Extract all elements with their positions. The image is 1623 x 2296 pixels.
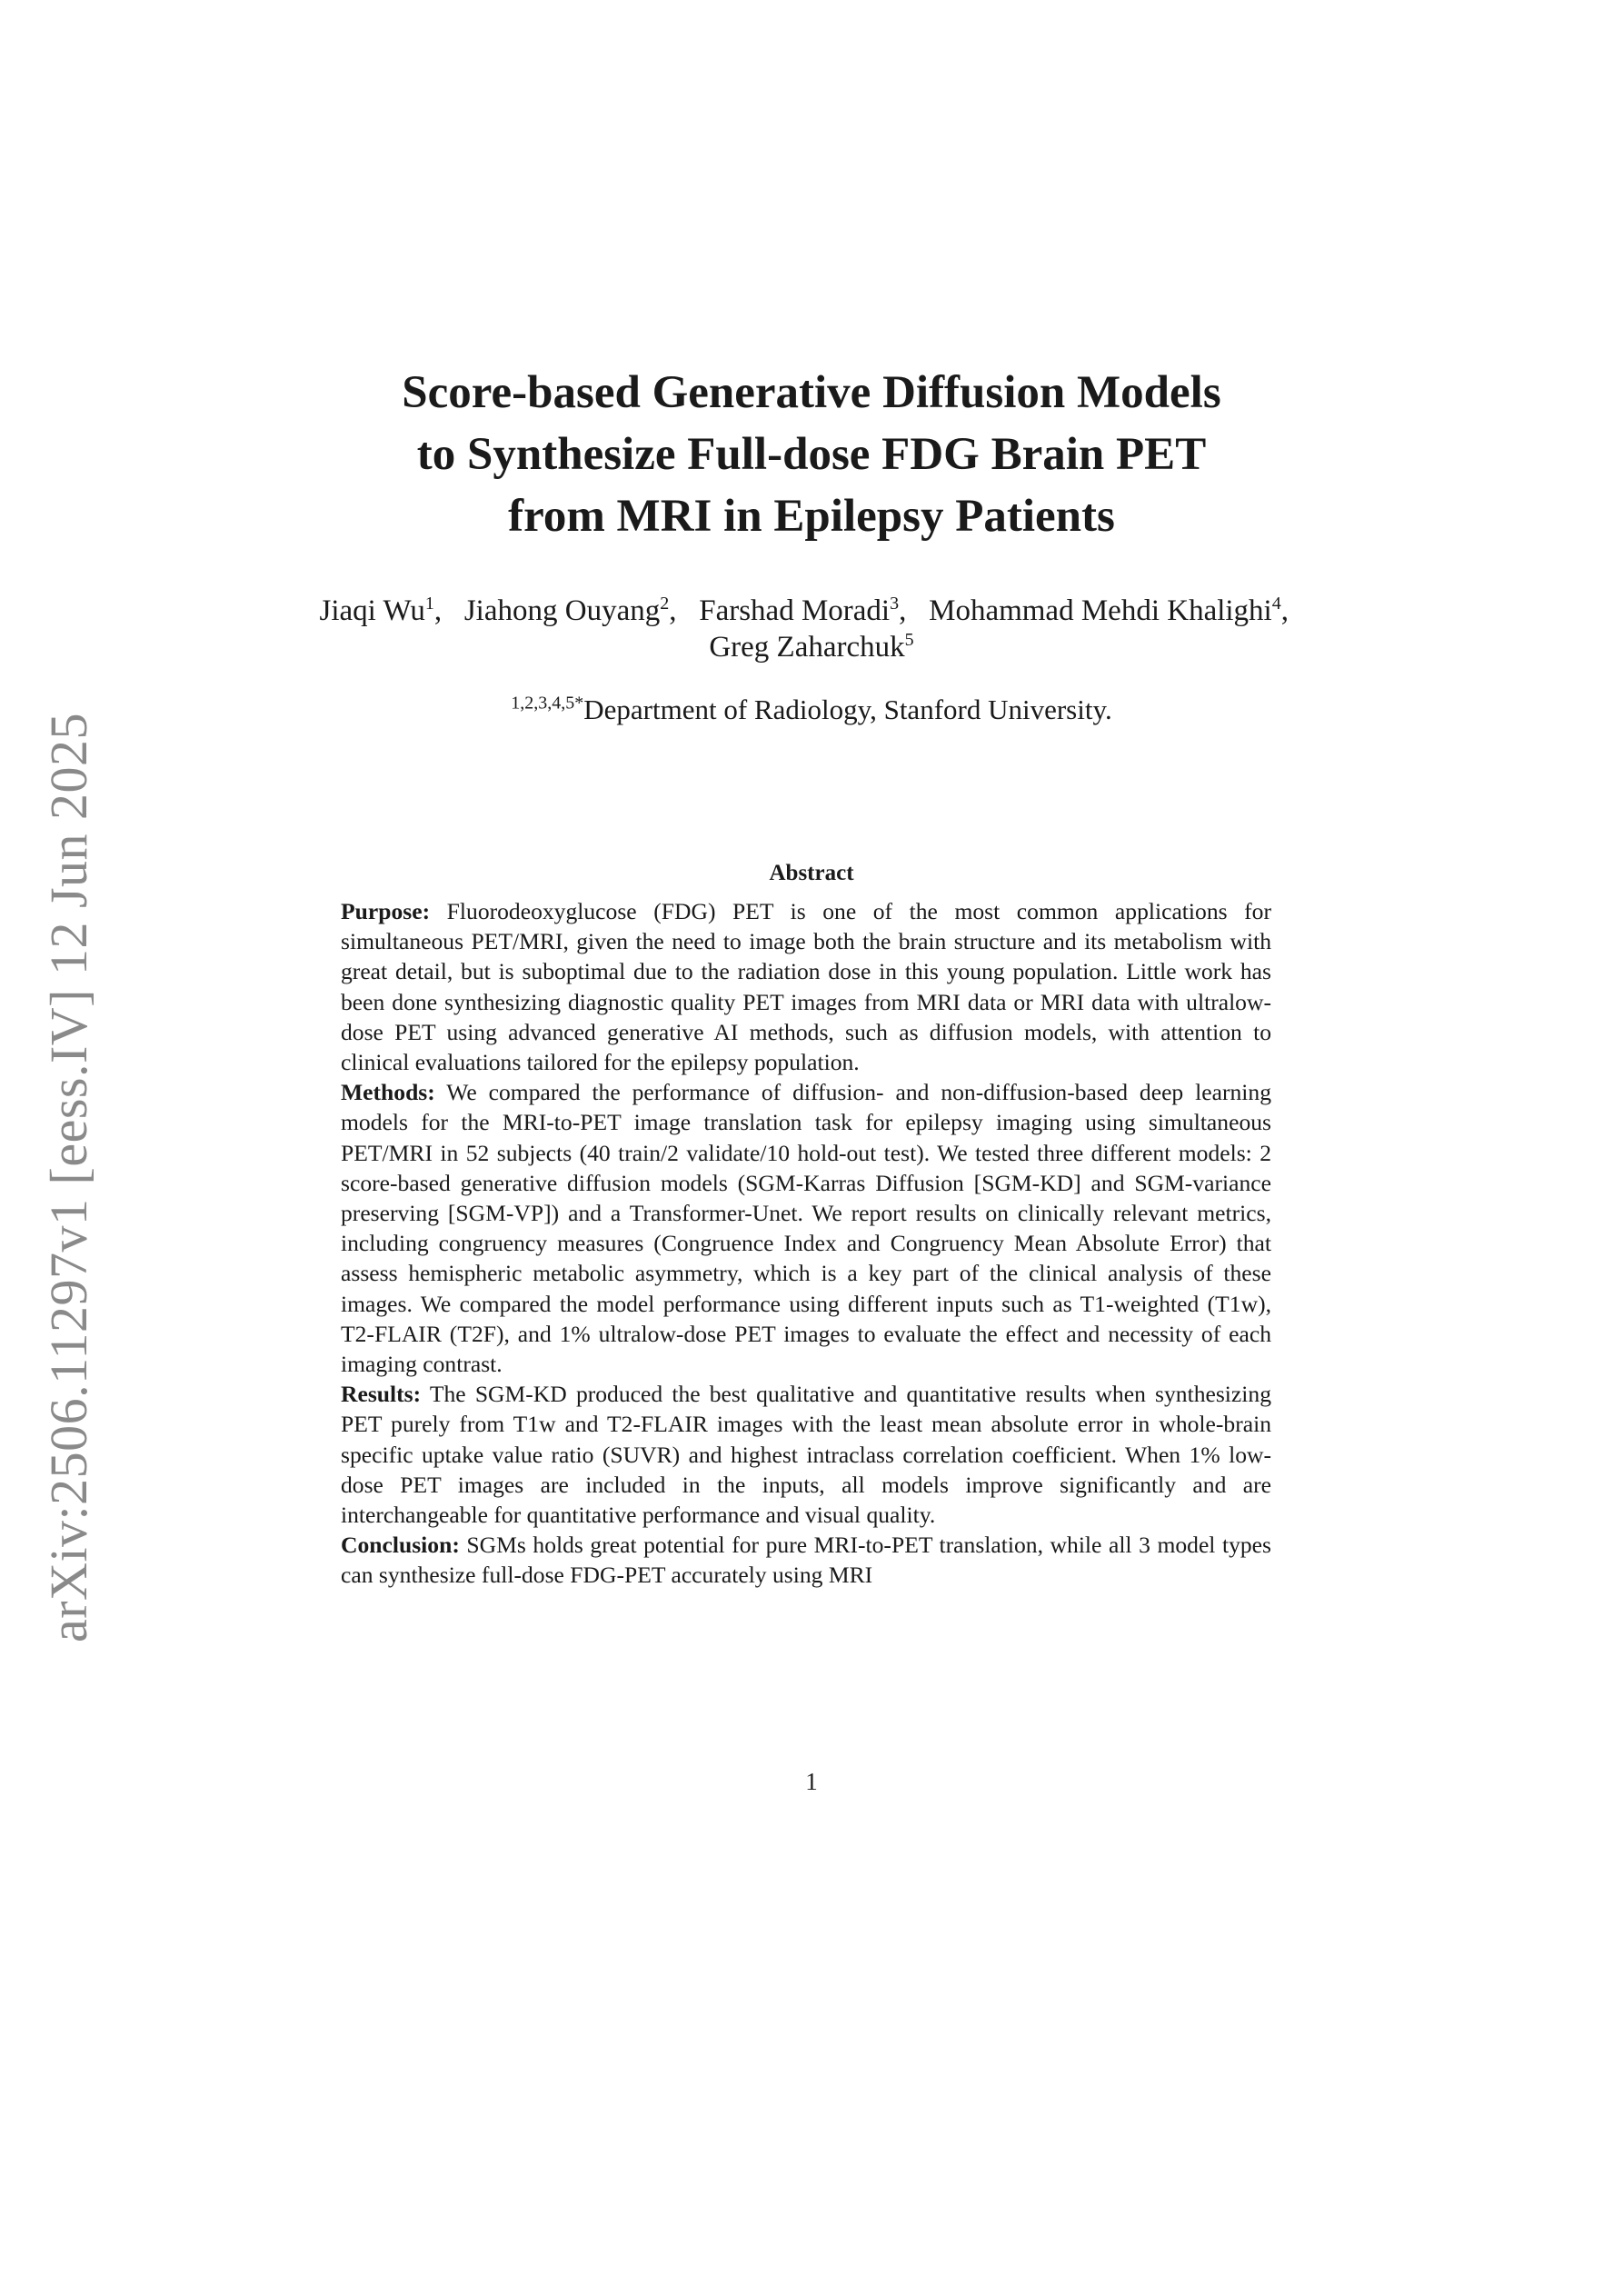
results-label: Results: — [341, 1381, 422, 1408]
author-3: Farshad Moradi$^3$ — [699, 594, 900, 627]
affiliation-markers: 1,2,3,4,5* — [511, 693, 584, 714]
methods-text: We compared the performance of diffusion- and non-diffusion-based deep learning models for the MRI-to-PET image translation task for epilepsy imaging using simultaneous PET/MRI in 52 subjects (40 train/2 validate/10 hold-out test). We tested three different models: 2 score-based generative diffusion models (SGM-Karras Diffusion [SGM-KD] and SGM-variance preserving [SGM-VP]) and a Transformer-Unet. We report results on clinically relevant metrics, including congruency measures (Congruence Index and Congruency Mean Absolute Error) that assess hemispheric metabolic asymmetry, which is a key part of the clinical analysis of these images. We compared the model performance using different inputs such as T1-weighted (T1w), T2-FLAIR (T2F), and 1% ultralow-dose PET images to evaluate the effect and necessity of each imaging contrast. — [341, 1079, 1271, 1378]
purpose-label: Purpose: — [341, 898, 431, 924]
purpose-text: Fluorodeoxyglucose (FDG) PET is one of the most common applications for simultaneous PET/MRI, given the need to image both the brain structure and its metabolism with great detail, but is suboptimal due to the radiation dose in this young population. Little work has been done synthesizing diagnostic quality PET images from MRI data or MRI data with ultralow-dose PET using advanced generative AI methods, such as diffusion models, with attention to clinical evaluations tailored for the epilepsy population. — [341, 898, 1271, 1076]
arxiv-side-stamp: arXiv:2506.11297v1 [eess.IV] 12 Jun 2025 — [39, 712, 98, 1642]
title-line-3: from MRI in Epilepsy Patients — [508, 491, 1115, 542]
title-line-2: to Synthesize Full-dose FDG Brain PET — [416, 429, 1207, 480]
abstract-body — [341, 896, 1271, 1591]
author-4: Mohammad Mehdi Khalighi$^4$ — [929, 594, 1281, 627]
page-number: 1 — [805, 1768, 818, 1795]
title-line-1: Score-based Generative Diffusion Models — [402, 367, 1221, 418]
methods-label: Methods: — [341, 1079, 435, 1106]
abstract-results — [341, 1379, 1271, 1530]
abstract-conclusion — [341, 1530, 1271, 1590]
abstract-purpose — [341, 896, 1271, 1077]
conclusion-text: SGMs holds great potential for pure MRI-to-PET translation, while all 3 model types can synthesize full-dose FDG-PET accurately using MRI — [341, 1532, 1271, 1589]
results-text: The SGM-KD produced the best qualitative and quantitative results when synthesizing PET purely from T1w and T2-FLAIR images with the least mean absolute error in whole-brain specific uptake value ratio (SUVR) and highest intraclass correlation coefficient. When 1% low-dose PET images are included in the inputs, all models improve significantly and are interchangeable for quantitative performance and visual quality. — [341, 1381, 1271, 1529]
abstract-heading: Abstract — [769, 861, 854, 885]
author-5: Greg Zaharchuk$^5$ — [709, 630, 914, 664]
conclusion-label: Conclusion: — [341, 1532, 460, 1559]
paper-title — [273, 362, 1350, 547]
author-1: Jiaqi Wu$^1$ — [319, 594, 434, 627]
affiliation-text: Department of Radiology, Stanford University. — [583, 694, 1112, 725]
affiliation — [300, 692, 1323, 728]
author-list: Jiaqi Wu$^1$, Jiahong Ouyang$^2$, Farshad Moradi$^3$, Mohammad Mehdi Khalighi$^4$, Greg Zaharchuk$^5$ — [319, 594, 1304, 664]
abstract-methods — [341, 1077, 1271, 1379]
author-2: Jiahong Ouyang$^2$ — [463, 594, 670, 627]
